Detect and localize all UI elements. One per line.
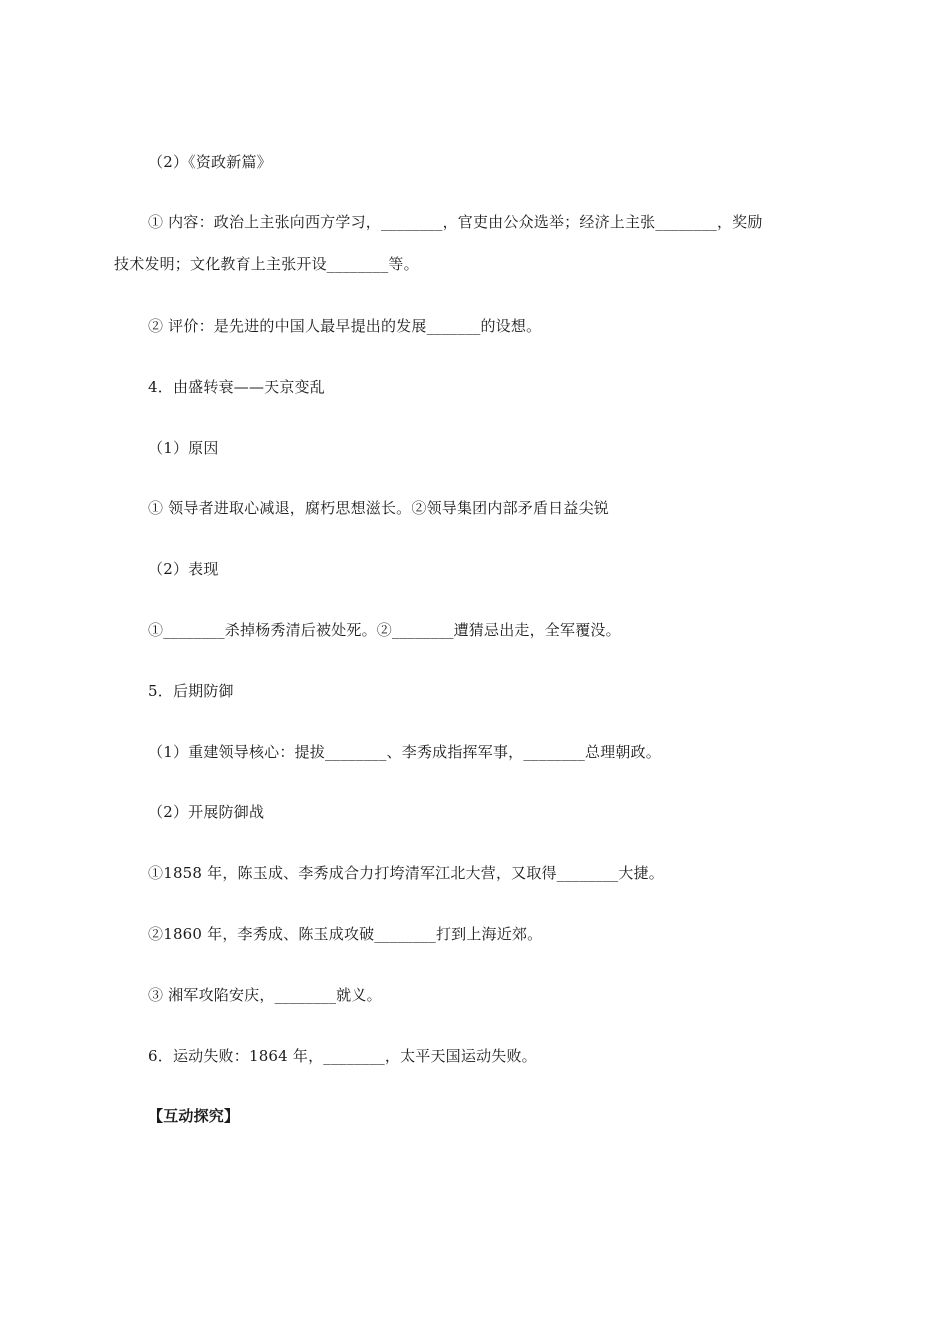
paragraph-anqing: ③ 湘军攻陷安庆，________就义。: [148, 986, 382, 1004]
subheading-causes: （1）原因: [148, 439, 219, 457]
paragraph-1858: ①1858 年，陈玉成、李秀成合力打垮清军江北大营，又取得________大捷。: [148, 864, 664, 882]
subheading-manifestation: （2）表现: [148, 560, 219, 578]
section-heading-late-defense: 5．后期防御: [148, 682, 234, 700]
subheading-defense-war: （2）开展防御战: [148, 803, 265, 821]
section-heading-zizheng-xinpian: （2）《资政新篇》: [148, 153, 272, 171]
paragraph-causes: ① 领导者进取心减退，腐朽思想滋长。②领导集团内部矛盾日益尖锐: [148, 499, 609, 517]
paragraph-1860: ②1860 年，李秀成、陈玉成攻破________打到上海近郊。: [148, 925, 543, 943]
section-heading-tianjing-bianluan: 4．由盛转衰——天京变乱: [148, 378, 325, 396]
paragraph-rebuild-leadership: （1）重建领导核心：提拔________、李秀成指挥军事，________总理朝政。: [148, 743, 661, 761]
paragraph-content-line-1: ① 内容：政治上主张向西方学习，________，官吏由公众选举；经济上主张________，奖励: [148, 213, 763, 231]
section-heading-interactive-inquiry: 【互动探究】: [148, 1107, 240, 1125]
paragraph-content-line-2: 技术发明；文化教育上主张开设________等。: [114, 255, 419, 273]
paragraph-manifestation: ①________杀掉杨秀清后被处死。②________遭猜忌出走，全军覆没。: [148, 621, 621, 639]
section-heading-movement-failure: 6．运动失败：1864 年，________，太平天国运动失败。: [148, 1047, 537, 1065]
paragraph-evaluation: ② 评价：是先进的中国人最早提出的发展_______的设想。: [148, 317, 542, 335]
